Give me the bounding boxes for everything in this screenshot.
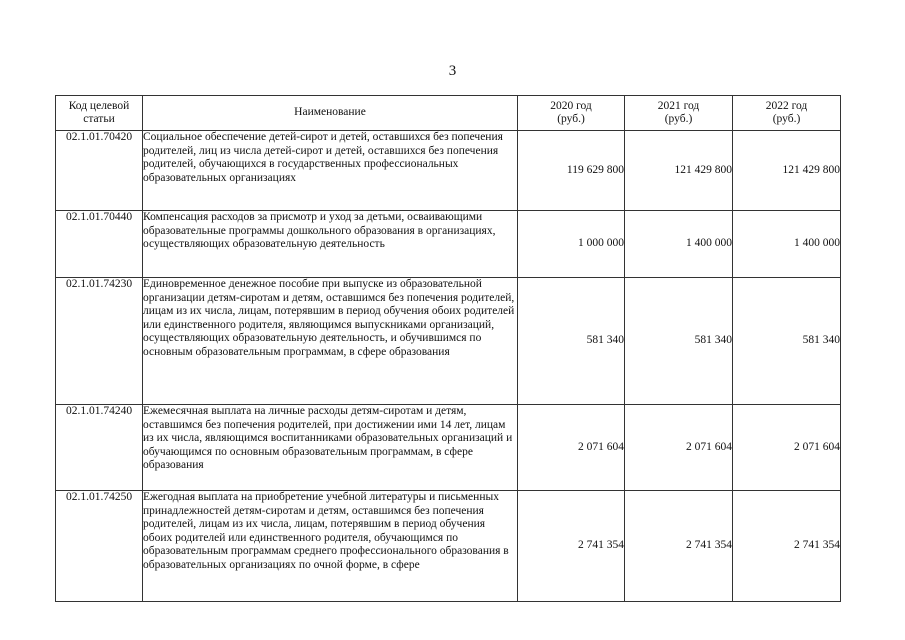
row-value-2020: 2 071 604 [518, 405, 625, 491]
row-name [143, 491, 518, 602]
row-value-2021: 121 429 800 [625, 131, 733, 211]
table-header-row [56, 96, 841, 131]
budget-table [55, 95, 841, 602]
row-code: 02.1.01.70420 [56, 131, 143, 211]
row-value-2021: 2 071 604 [625, 405, 733, 491]
table-row [56, 131, 841, 211]
row-name: Единовременное денежное пособие при выпуске из образовательной организации детям-сиротам и детям, оставшимся без попечения родителей, лицам из их числа, лицам, потерявшим в период обучения обоих родителей или единственного родителя, являющимся выпускниками организаций, осуществляющих образовательную деятельность, и обучившимся по основным образовательным программам, в сфере образования [143, 278, 518, 405]
row-value-2020: 581 340 [518, 278, 625, 405]
row-value-2020: 119 629 800 [518, 131, 625, 211]
row-code: 02.1.01.70440 [56, 211, 143, 278]
header-2021: 2021 год (руб.) [625, 96, 733, 131]
header-2020: 2020 год (руб.) [518, 96, 625, 131]
row-value-2022: 2 741 354 [733, 491, 841, 602]
row-code: 02.1.01.74230 [56, 278, 143, 405]
row-value-2022: 1 400 000 [733, 211, 841, 278]
table-row [56, 211, 841, 278]
row-value-2020: 1 000 000 [518, 211, 625, 278]
row-value-2022: 581 340 [733, 278, 841, 405]
row-value-2021: 581 340 [625, 278, 733, 405]
table-row [56, 491, 841, 602]
page-number: 3 [448, 63, 457, 79]
header-code: Код целевой статьи [56, 96, 143, 131]
header-name: Наименование [143, 96, 518, 131]
row-value-2020: 2 741 354 [518, 491, 625, 602]
row-value-2022: 121 429 800 [733, 131, 841, 211]
row-name: Ежемесячная выплата на личные расходы детям-сиротам и детям, оставшимся без попечения родителей, при достижении ими 14 лет, лицам из их числа, являющимся воспитанниками образовательных организаций и обучающимся по основным образовательным программам, в сфере образования [143, 405, 518, 491]
row-code: 02.1.01.74250 [56, 491, 143, 602]
row-name: Компенсация расходов за присмотр и уход за детьми, осваивающими образовательные программы дошкольного образования в организациях, осуществляющих образовательную деятельность [143, 211, 518, 278]
row-name: Социальное обеспечение детей-сирот и детей, оставшихся без попечения родителей, лиц из числа детей-сирот и детей, оставшихся без попечения родителей, обучающихся в государственных профессиональных образовательных организациях [143, 131, 518, 211]
row-name-text: Ежегодная выплата на приобретение учебной литературы и письменных принадлежностей детям-сиротам и детям, оставшимся без попечения родителей, лицам из их числа, лицам, потерявшим в период обучения обоих родителей или единственного родителя, обучающимся по образовательным программам среднего профессионального образования в образовательных организациях по очной форме, в сфере [143, 491, 509, 571]
row-value-2022: 2 071 604 [733, 405, 841, 491]
header-2022: 2022 год (руб.) [733, 96, 841, 131]
row-value-2021: 1 400 000 [625, 211, 733, 278]
table-row [56, 405, 841, 491]
row-code: 02.1.01.74240 [56, 405, 143, 491]
row-value-2021: 2 741 354 [625, 491, 733, 602]
table-row [56, 278, 841, 405]
